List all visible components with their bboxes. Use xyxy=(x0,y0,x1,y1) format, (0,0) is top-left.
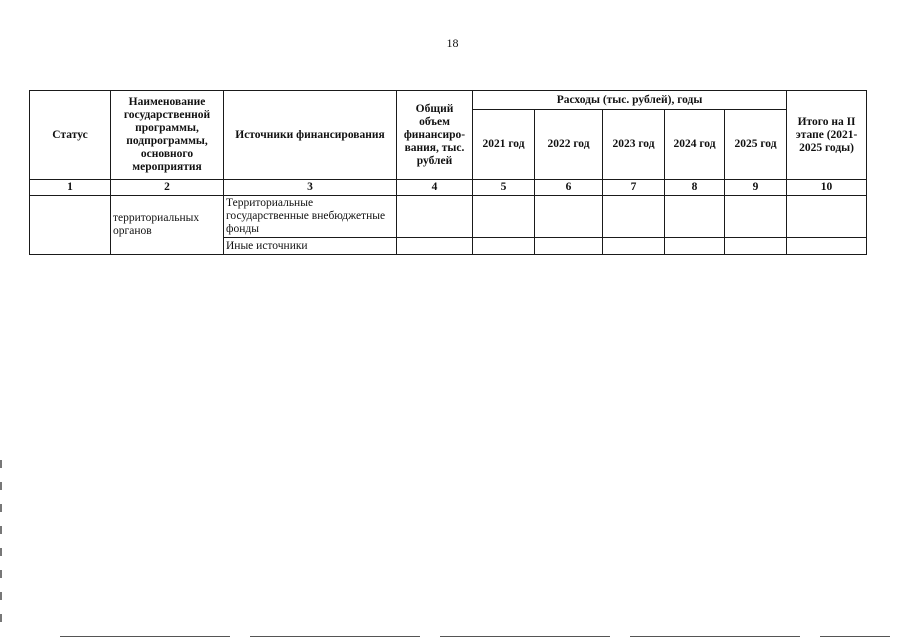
cell-year-2021 xyxy=(473,238,535,255)
cell-year-2023 xyxy=(603,238,665,255)
cell-year-2021 xyxy=(473,196,535,238)
column-number: 5 xyxy=(473,180,535,196)
cell-year-2022 xyxy=(535,238,603,255)
cell-year-2025 xyxy=(725,196,787,238)
page-number: 18 xyxy=(446,36,459,50)
cell-funding-source: Территориальные государственные внебюджетные фонды xyxy=(224,196,397,238)
cell-year-2022 xyxy=(535,196,603,238)
column-number: 10 xyxy=(787,180,867,196)
column-number: 2 xyxy=(111,180,224,196)
cell-year-2024 xyxy=(665,238,725,255)
cell-year-2023 xyxy=(603,196,665,238)
header-status: Статус xyxy=(30,91,111,180)
cell-year-2024 xyxy=(665,196,725,238)
cell-total-volume xyxy=(397,196,473,238)
header-year-2023: 2023 год xyxy=(603,110,665,180)
cell-funding-source: Иные источники xyxy=(224,238,397,255)
header-program-name: Наименование государственной программы, подпрограммы, основного мероприятия xyxy=(111,91,224,180)
cell-year-2025 xyxy=(725,238,787,255)
scan-margin-marks xyxy=(0,460,2,630)
column-number: 7 xyxy=(603,180,665,196)
column-number: 1 xyxy=(30,180,111,196)
scan-edge-line xyxy=(60,636,890,637)
header-year-2022: 2022 год xyxy=(535,110,603,180)
column-number: 8 xyxy=(665,180,725,196)
header-total-volume: Общий объем финансиро-вания, тыс. рублей xyxy=(397,91,473,180)
header-year-2021: 2021 год xyxy=(473,110,535,180)
cell-stage-total xyxy=(787,196,867,238)
header-stage-total: Итого на II этапе (2021-2025 годы) xyxy=(787,91,867,180)
header-expenses-group: Расходы (тыс. рублей), годы xyxy=(473,91,787,110)
budget-table xyxy=(29,90,867,255)
cell-program-name: территориальных органов xyxy=(111,196,224,255)
header-year-2025: 2025 год xyxy=(725,110,787,180)
column-number: 3 xyxy=(224,180,397,196)
header-funding-sources: Источники финансирования xyxy=(224,91,397,180)
cell-status xyxy=(30,196,111,255)
column-number: 9 xyxy=(725,180,787,196)
cell-stage-total xyxy=(787,238,867,255)
table-row xyxy=(30,196,867,238)
column-number: 4 xyxy=(397,180,473,196)
header-year-2024: 2024 год xyxy=(665,110,725,180)
column-number: 6 xyxy=(535,180,603,196)
cell-total-volume xyxy=(397,238,473,255)
